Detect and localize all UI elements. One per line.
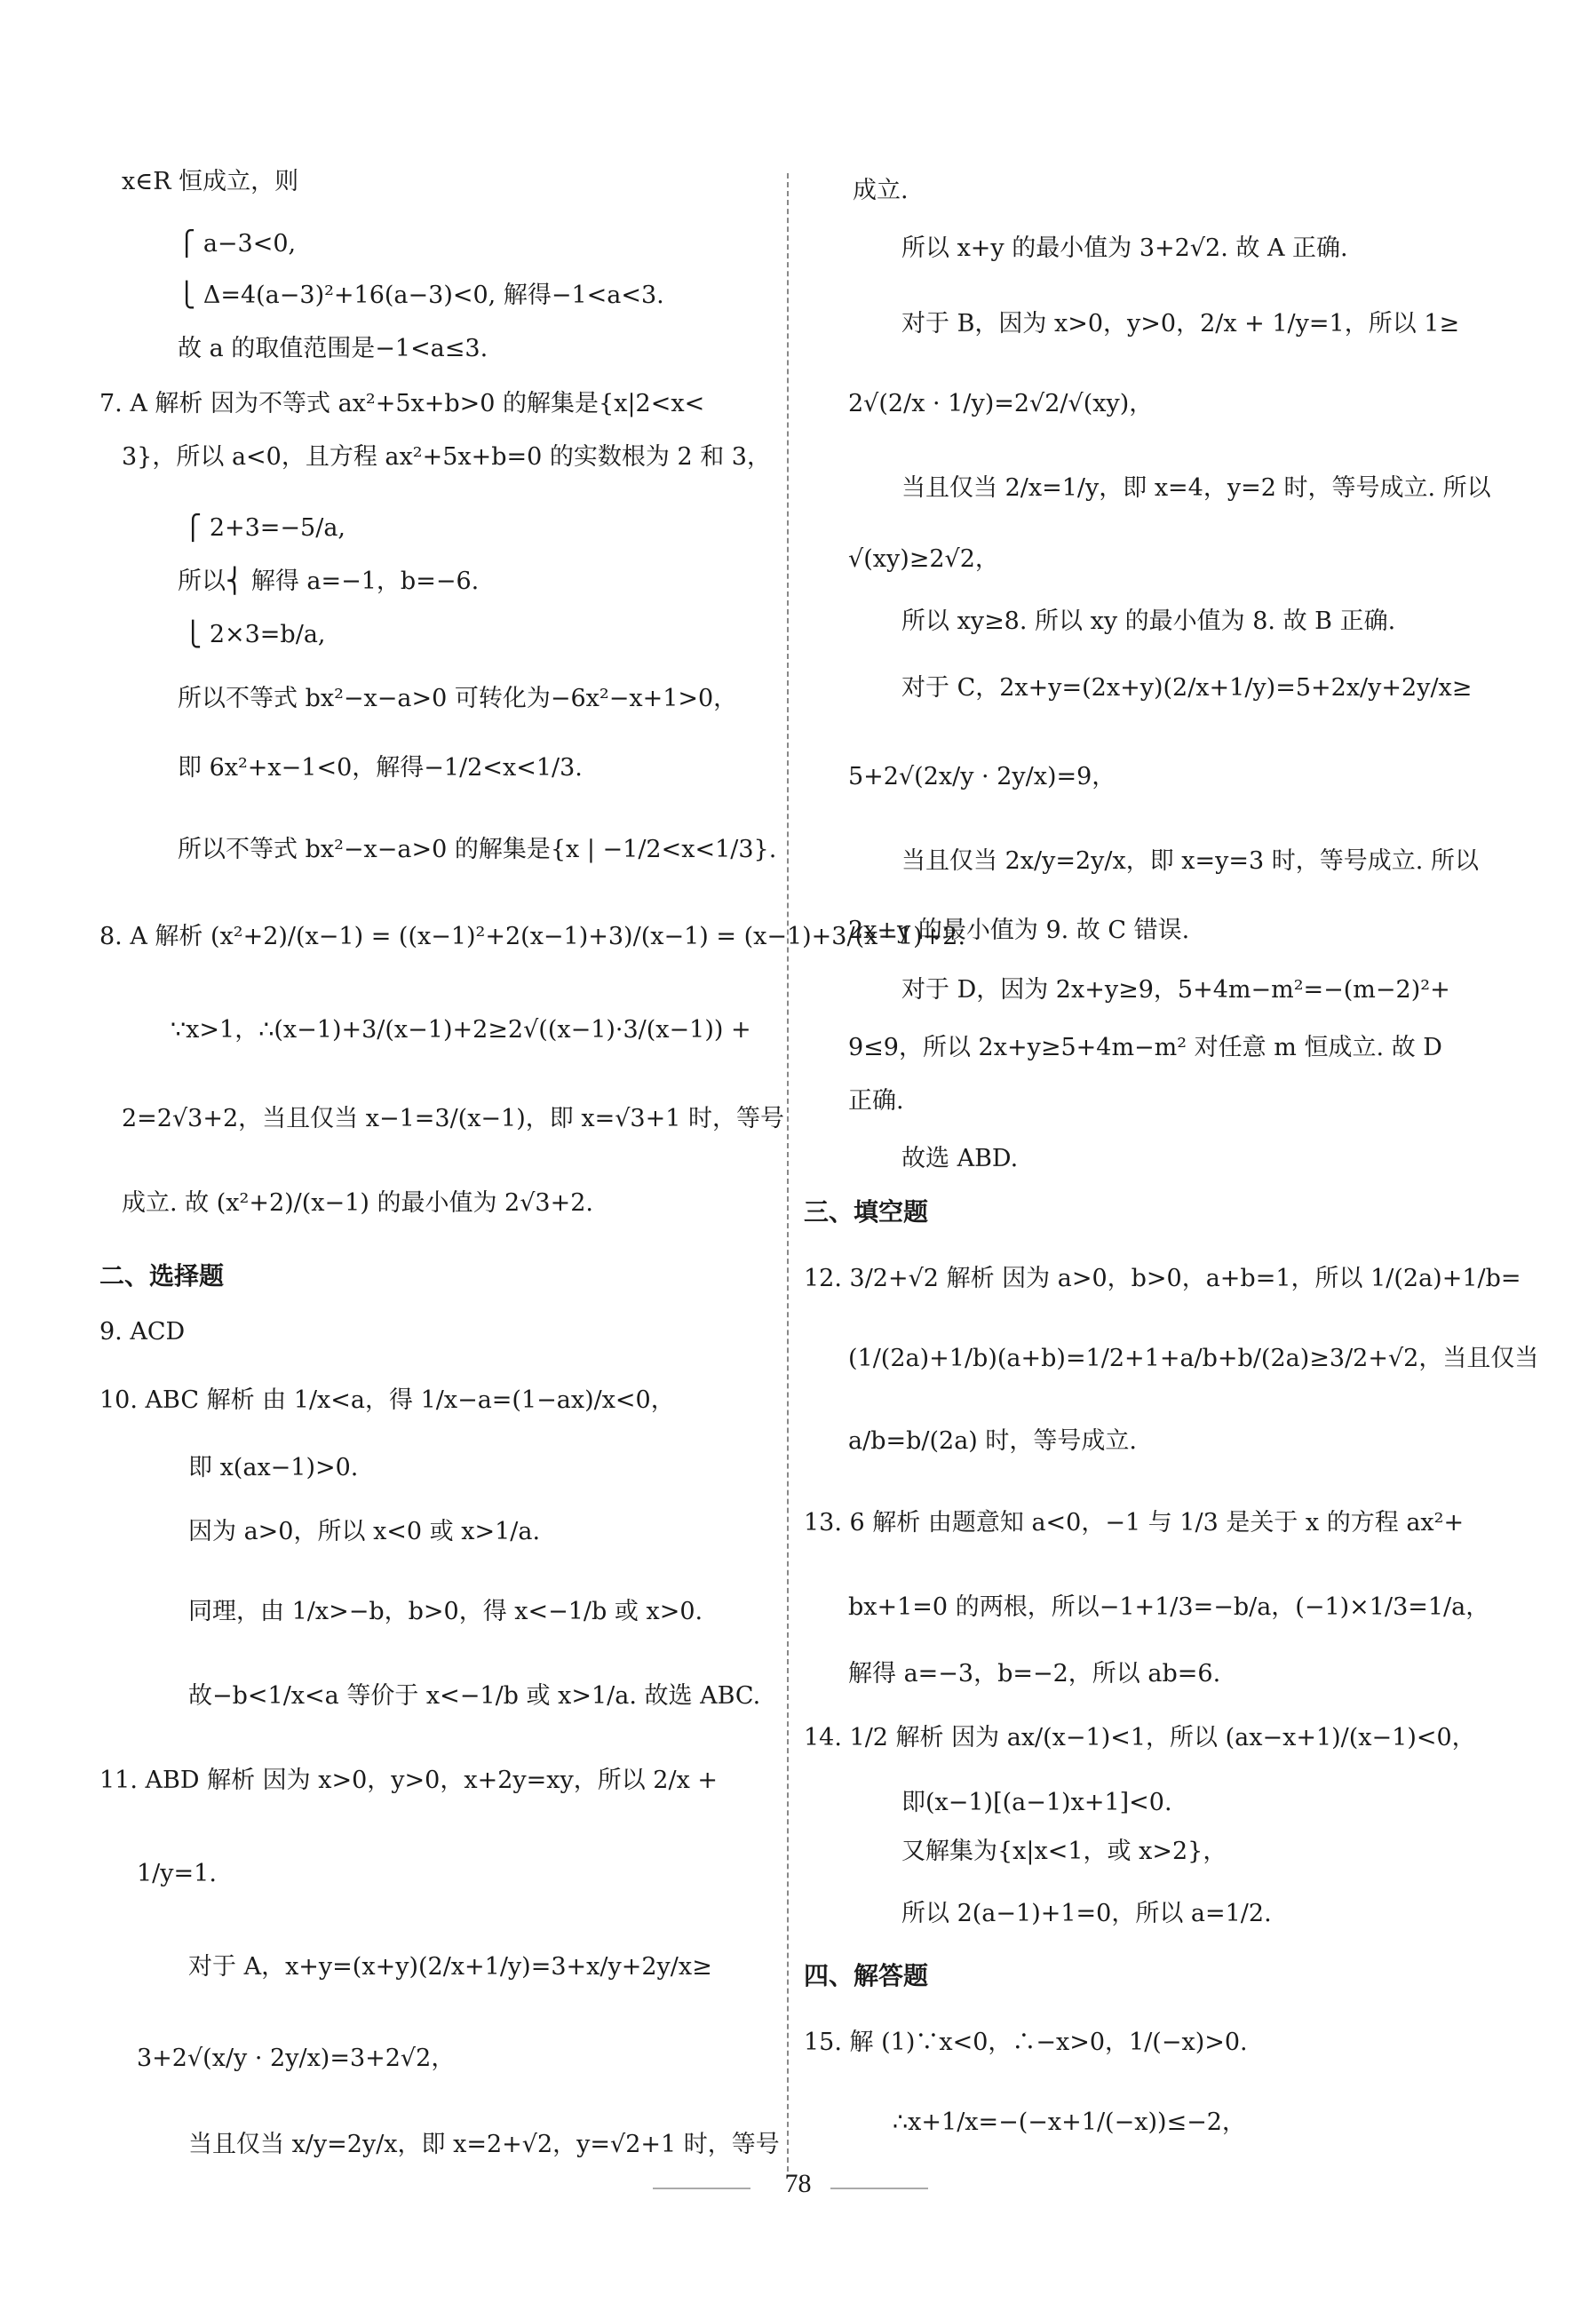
- text-line: 因为 a>0，所以 x<0 或 x>1/a.: [188, 1518, 541, 1545]
- section-heading: 二、选择题: [99, 1261, 225, 1291]
- answer-11-line: 11. ABD 解析 因为 x>0，y>0，x+2y=xy，所以 2/x +: [99, 1767, 719, 1794]
- answer-7-line: 7. A 解析 因为不等式 ax²+5x+b>0 的解集是{x|2<x<: [99, 390, 705, 417]
- system-line: ⎧ a−3<0,: [178, 230, 297, 258]
- column-divider: [787, 173, 789, 2172]
- text-line: 当且仅当 2x/y=2y/x，即 x=y=3 时，等号成立. 所以: [901, 847, 1479, 875]
- text-line: 1/y=1.: [137, 1860, 217, 1887]
- answer-8-line: 8. A 解析 (x²+2)/(x−1) = ((x−1)²+2(x−1)+3)/(x−1) = (x−1)+3/(x−1)+2.: [99, 923, 966, 950]
- text-line: (1/(2a)+1/b)(a+b)=1/2+1+a/b+b/(2a)≥3/2+√2，当且仅当: [848, 1345, 1539, 1372]
- text-line: 即 x(ax−1)>0.: [188, 1454, 359, 1481]
- text-line: a/b=b/(2a) 时，等号成立.: [848, 1427, 1137, 1455]
- text-line: 2=2√3+2，当且仅当 x−1=3/(x−1)，即 x=√3+1 时，等号: [122, 1105, 784, 1132]
- text-line: 解得 a=−3，b=−2，所以 ab=6.: [848, 1660, 1221, 1688]
- text-line: x∈R 恒成立，则: [122, 168, 299, 195]
- text-line: ∵x>1，∴(x−1)+3/(x−1)+2≥2√((x−1)·3/(x−1)) +: [171, 1016, 751, 1044]
- text-line: 正确.: [848, 1087, 904, 1115]
- text-line: 同理，由 1/x>−b，b>0，得 x<−1/b 或 x>0.: [188, 1598, 703, 1625]
- text-line: 对于 C，2x+y=(2x+y)(2/x+1/y)=5+2x/y+2y/x≥: [901, 674, 1473, 702]
- answer-9-line: 9. ACD: [99, 1318, 186, 1346]
- answer-10-line: 10. ABC 解析 由 1/x<a，得 1/x−a=(1−ax)/x<0，: [99, 1386, 675, 1414]
- answer-13-line: 13. 6 解析 由题意知 a<0，−1 与 1/3 是关于 x 的方程 ax²+: [804, 1509, 1465, 1537]
- text-line: 所以 xy≥8. 所以 xy 的最小值为 8. 故 B 正确.: [901, 608, 1396, 635]
- section-heading: 三、填空题: [804, 1197, 929, 1227]
- text-line: 所以不等式 bx²−x−a>0 可转化为−6x²−x+1>0，: [178, 685, 738, 712]
- text-line: 3}，所以 a<0，且方程 ax²+5x+b=0 的实数根为 2 和 3，: [122, 443, 771, 471]
- text-line: 故 a 的取值范围是−1<a≤3.: [178, 335, 488, 362]
- text-line: 3+2√(x/y · 2y/x)=3+2√2，: [137, 2045, 456, 2072]
- text-line: 故−b<1/x<a 等价于 x<−1/b 或 x>1/a. 故选 ABC.: [188, 1682, 761, 1710]
- text-line: 当且仅当 x/y=2y/x，即 x=2+√2，y=√2+1 时，等号: [188, 2131, 780, 2158]
- text-line: 成立. 故 (x²+2)/(x−1) 的最小值为 2√3+2.: [122, 1189, 593, 1217]
- text-line: 所以 x+y 的最小值为 3+2√2. 故 A 正确.: [901, 234, 1348, 262]
- footer-ornament-right: [830, 2188, 928, 2189]
- text-line: 2√(2/x · 1/y)=2√2/√(xy)，: [848, 390, 1154, 417]
- system-line: ⎩ Δ=4(a−3)²+16(a−3)<0, 解得−1<a<3.: [178, 282, 664, 309]
- text-line: 5+2√(2x/y · 2y/x)=9，: [848, 763, 1116, 790]
- text-line: 故选 ABD.: [901, 1145, 1019, 1172]
- text-line: ∴x+1/x=−(−x+1/(−x))≤−2，: [893, 2108, 1246, 2136]
- text-line: 当且仅当 2/x=1/y，即 x=4，y=2 时，等号成立. 所以: [901, 474, 1491, 502]
- answer-15-line: 15. 解 (1)∵x<0，∴−x>0，1/(−x)>0.: [804, 2029, 1248, 2056]
- text-line: bx+1=0 的两根，所以−1+1/3=−b/a，(−1)×1/3=1/a，: [848, 1593, 1490, 1621]
- system-line: ⎩ 2×3=b/a,: [184, 621, 326, 648]
- text-line: 所以 2(a−1)+1=0，所以 a=1/2.: [901, 1900, 1272, 1927]
- text-line: 所以不等式 bx²−x−a>0 的解集是{x | −1/2<x<1/3}.: [178, 836, 777, 863]
- text-line: 即(x−1)[(a−1)x+1]<0.: [901, 1789, 1172, 1816]
- text-line: 又解集为{x|x<1，或 x>2}，: [901, 1838, 1227, 1865]
- answer-14-line: 14. 1/2 解析 因为 ax/(x−1)<1，所以 (ax−x+1)/(x−1)<0，: [804, 1724, 1476, 1751]
- text-line: 对于 A，x+y=(x+y)(2/x+1/y)=3+x/y+2y/x≥: [188, 1953, 712, 1981]
- text-line: √(xy)≥2√2，: [848, 545, 999, 573]
- system-line: ⎧ 2+3=−5/a,: [184, 514, 346, 542]
- system-line: 所以⎨ 解得 a=−1，b=−6.: [178, 568, 480, 595]
- answer-12-line: 12. 3/2+√2 解析 因为 a>0，b>0，a+b=1，所以 1/(2a)+1/b=: [804, 1265, 1521, 1292]
- text-line: 9≤9，所以 2x+y≥5+4m−m² 对任意 m 恒成立. 故 D: [848, 1034, 1442, 1061]
- text-line: 成立.: [853, 177, 909, 204]
- text-line: 对于 D，因为 2x+y≥9，5+4m−m²=−(m−2)²+: [901, 976, 1450, 1004]
- text-line: 对于 B，因为 x>0，y>0，2/x + 1/y=1，所以 1≥: [901, 310, 1460, 338]
- page-number: 78: [784, 2169, 812, 2198]
- text-line: 即 6x²+x−1<0，解得−1/2<x<1/3.: [178, 754, 583, 782]
- text-line: 2x+y 的最小值为 9. 故 C 错误.: [848, 917, 1190, 944]
- section-heading: 四、解答题: [804, 1961, 929, 1990]
